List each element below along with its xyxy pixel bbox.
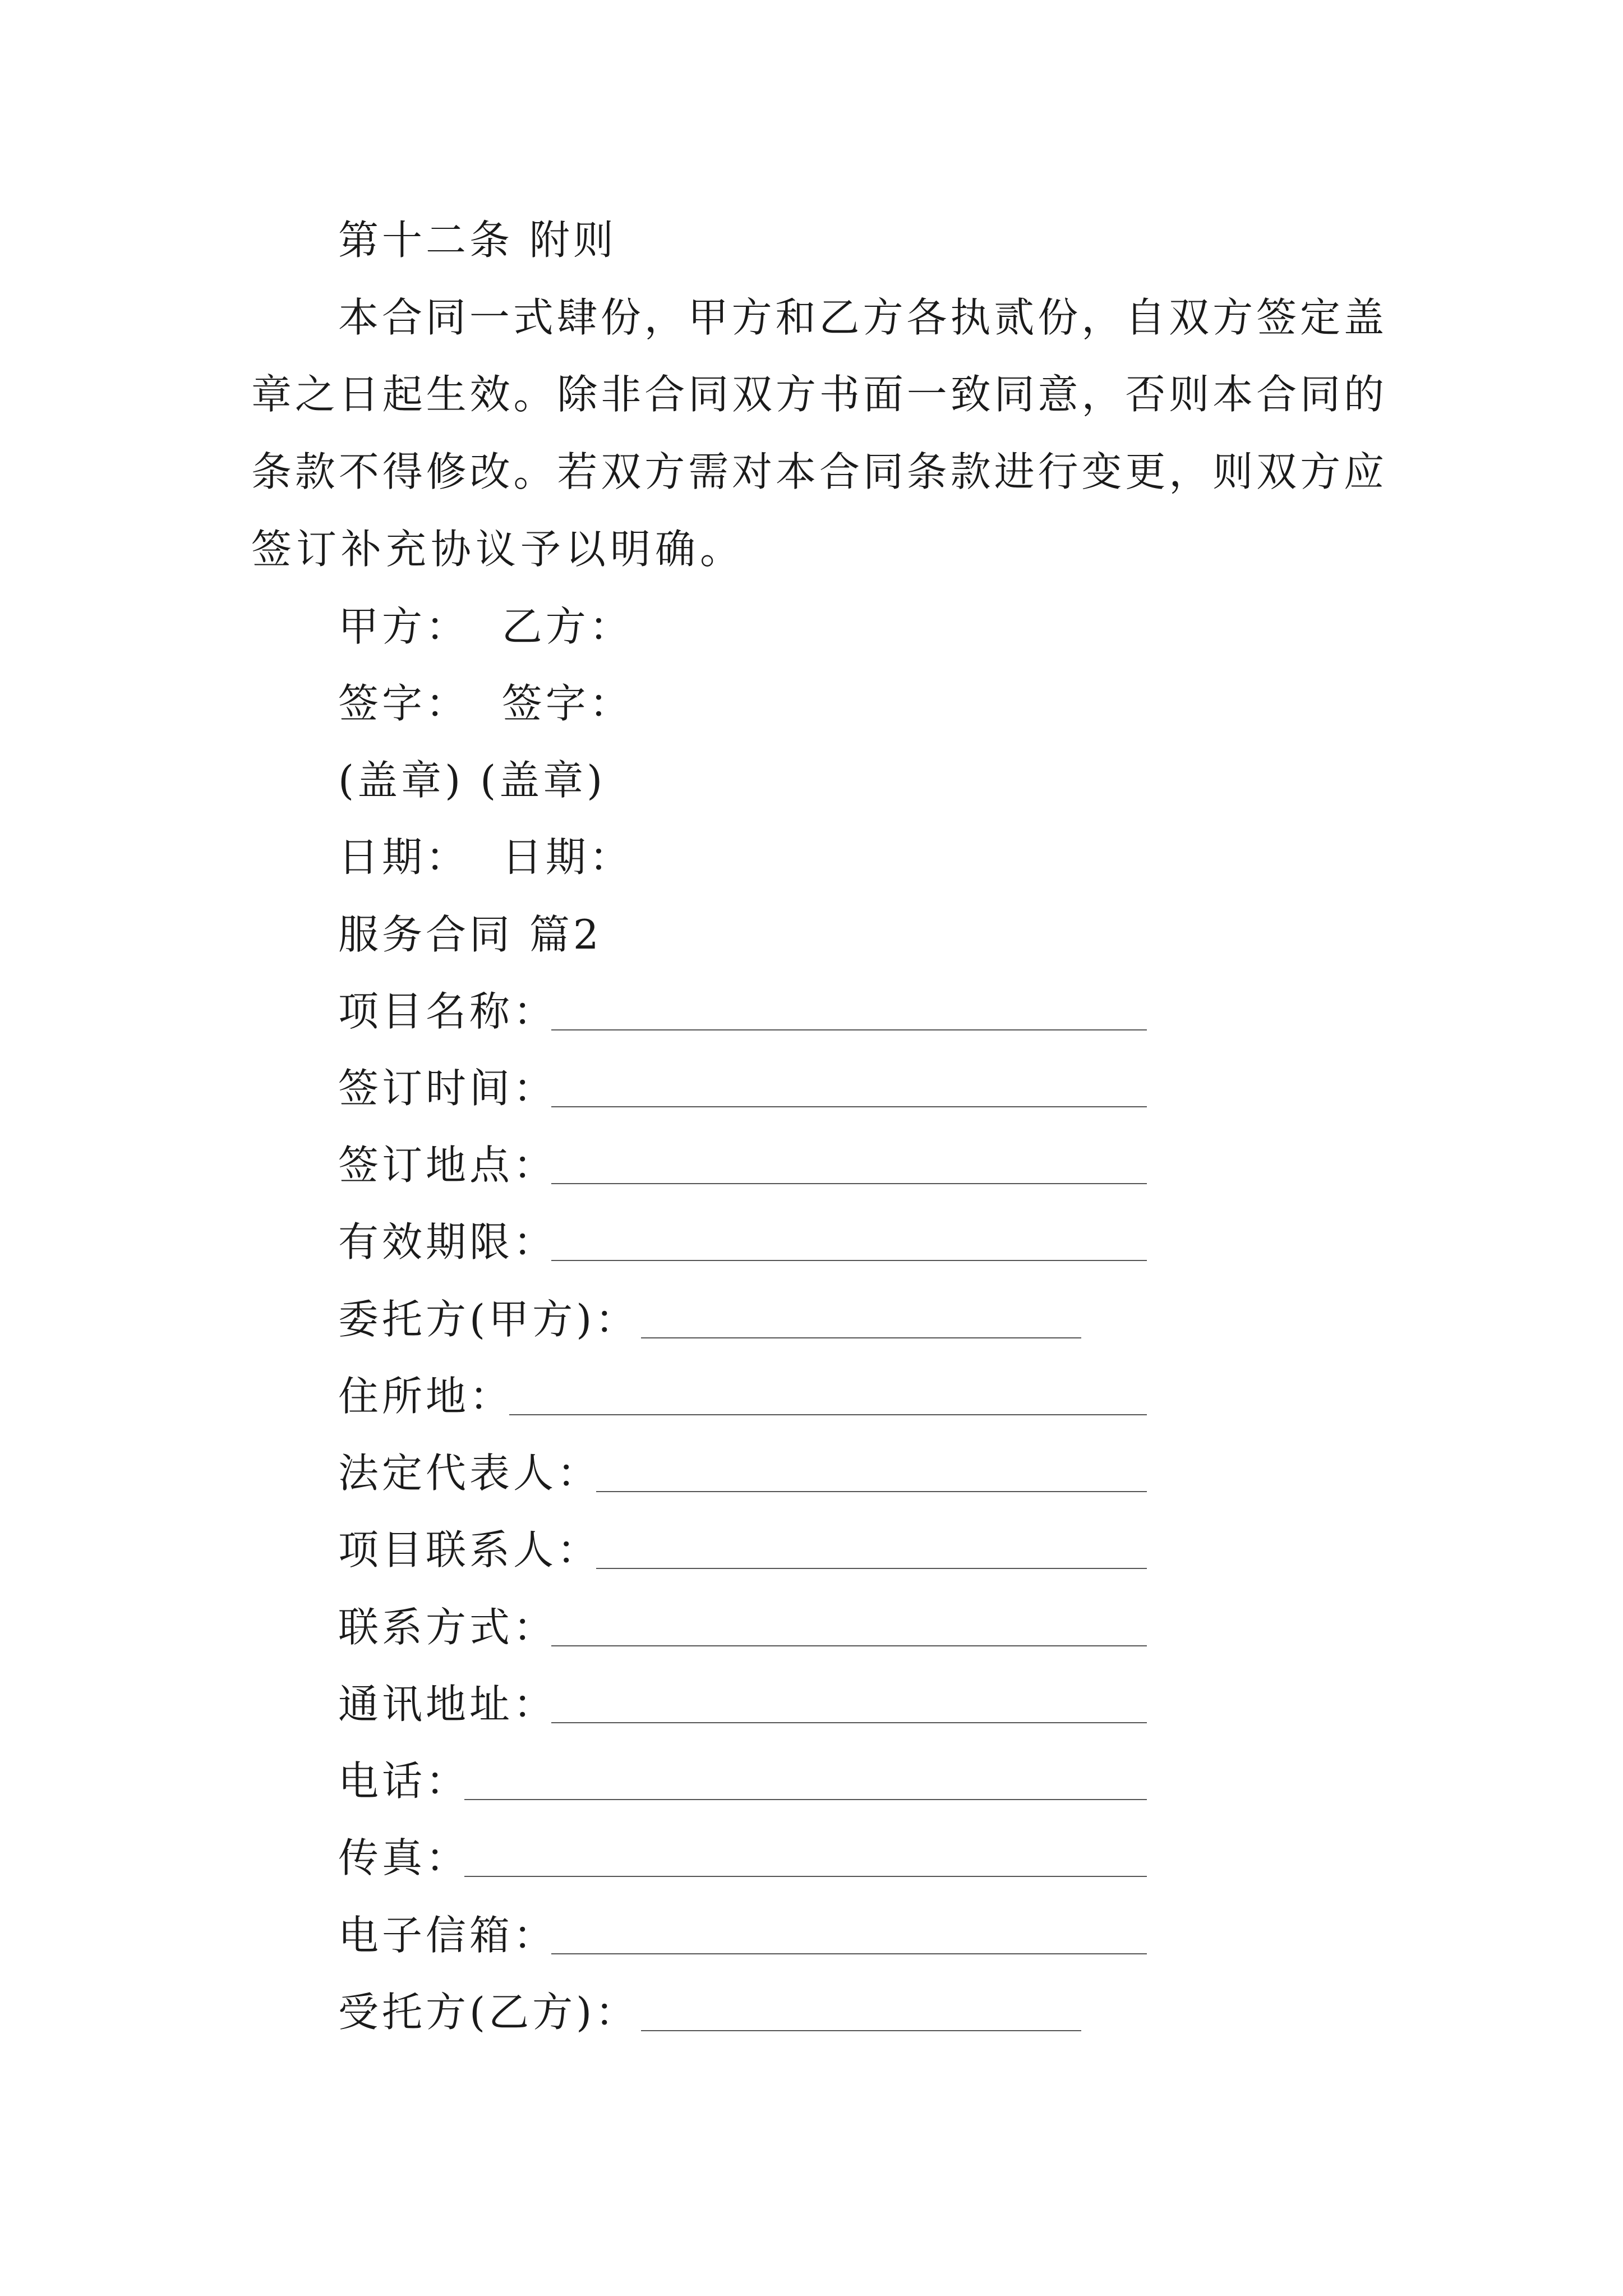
paragraph-line: 章之日起生效。除非合同双方书面一致同意，否则本合同的 [251,371,1384,418]
fill-blank-line[interactable] [551,1183,1147,1184]
field-client-party-a [338,1292,639,1346]
fill-blank-line[interactable] [509,1414,1147,1415]
field-label: 有效期限： [338,1218,557,1266]
field-legal-representative [338,1446,601,1500]
field-project-name [338,984,557,1038]
field-label: 签订时间： [338,1065,557,1112]
field-mailing-address [338,1677,557,1731]
paragraph-line: 签订补充协议予以明确。 [251,526,745,573]
field-contractor-party-b [338,1985,639,2039]
fill-blank-line[interactable] [464,1799,1147,1800]
article-title: 第十二条 附则 [338,217,617,264]
fill-blank-line[interactable] [551,1260,1147,1261]
fill-blank-line[interactable] [596,1491,1147,1492]
field-domicile [338,1369,513,1423]
field-label: 住所地： [338,1373,514,1420]
field-validity-period [338,1215,557,1269]
field-label: 通讯地址： [338,1681,557,1728]
signature-labels: 签字： 签字： [338,680,633,727]
section-heading: 服务合同 篇2 [338,911,602,958]
field-label: 委托方(甲方)： [338,1296,639,1343]
fill-blank-line[interactable] [551,1953,1147,1954]
fill-blank-line[interactable] [551,1106,1147,1107]
field-email [338,1908,557,1962]
fill-blank-line[interactable] [551,1645,1147,1646]
field-label: 项目联系人： [338,1526,601,1573]
field-label: 传真： [338,1834,470,1881]
fill-blank-line[interactable] [551,1722,1147,1723]
field-fax [338,1831,469,1885]
field-label: 受托方(乙方)： [338,1989,639,2036]
field-label: 电话： [338,1757,470,1805]
field-signing-place [338,1138,557,1192]
date-labels: 日期： 日期： [338,834,633,881]
paragraph-line: 条款不得修改。若双方需对本合同条款进行变更，则双方应 [251,448,1384,495]
paragraph-line: 本合同一式肆份，甲方和乙方各执贰份，自双方签定盖 [338,294,1384,341]
field-label: 签订地点： [338,1142,557,1189]
fill-blank-line[interactable] [464,1876,1147,1877]
field-phone [338,1754,469,1808]
fill-blank-line[interactable] [641,2030,1081,2031]
field-project-contact [338,1523,601,1577]
field-label: 法定代表人： [338,1450,601,1497]
field-contact-method [338,1600,557,1654]
fill-blank-line[interactable] [551,1029,1147,1030]
field-label: 电子信箱： [338,1912,557,1959]
field-signing-time [338,1061,557,1115]
fill-blank-line[interactable] [596,1568,1147,1569]
fill-blank-line[interactable] [641,1337,1081,1338]
party-labels: 甲方： 乙方： [338,603,633,650]
seal-labels: (盖章) (盖章) [338,757,606,804]
field-label: 联系方式： [338,1604,557,1651]
field-label: 项目名称： [338,988,557,1035]
